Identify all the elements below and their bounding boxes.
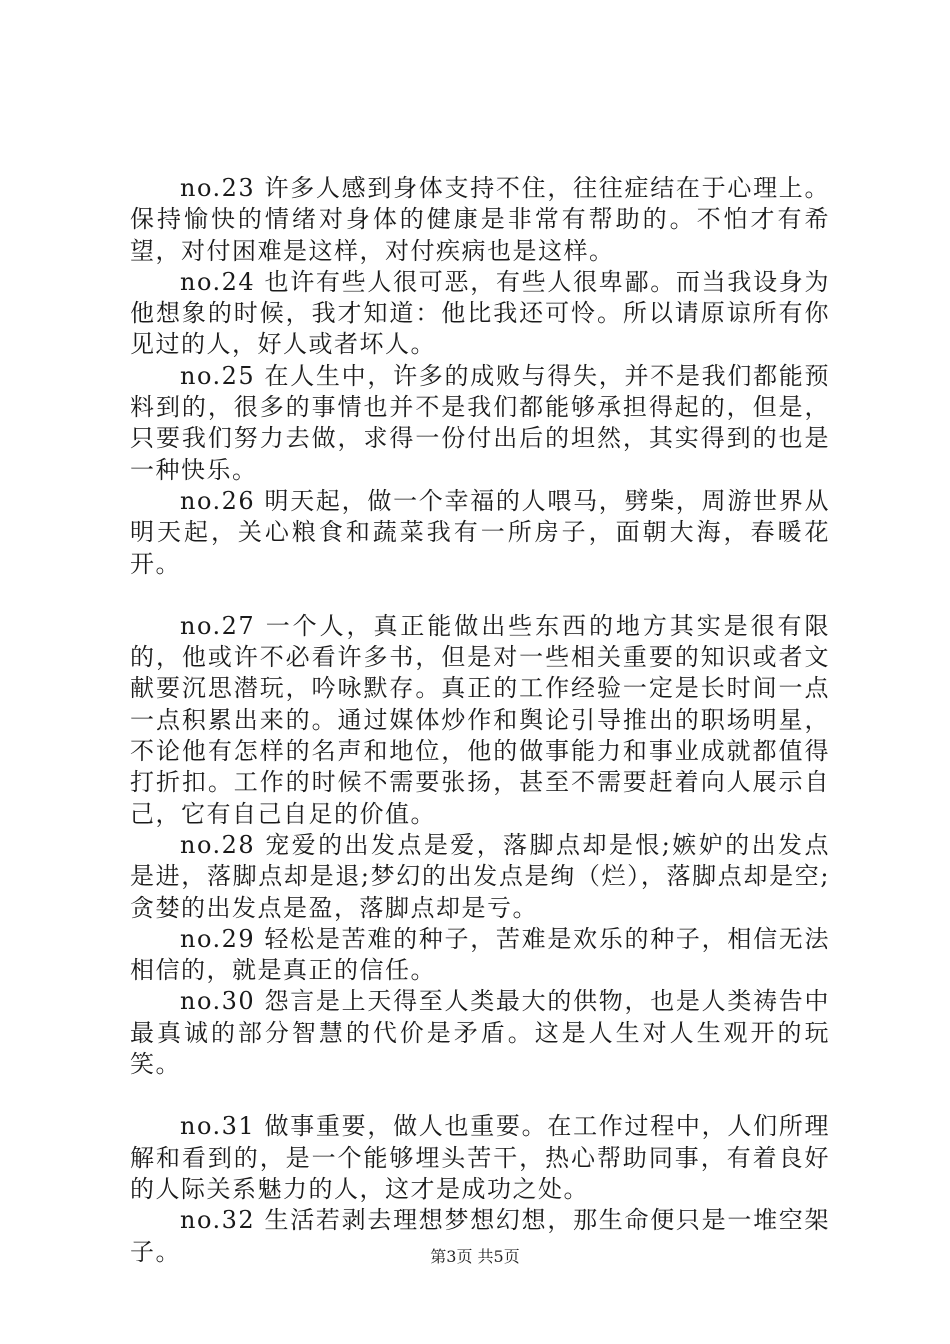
paragraph-32: no.32 生活若剥去理想梦想幻想，那生命便只是一堆空架子。	[130, 1206, 830, 1266]
paragraph-26: no.26 明天起，做一个幸福的人喂马，劈柴，周游世界从明天起，关心粮食和蔬菜我有一所房子，面朝大海，春暖花开。	[130, 486, 830, 578]
paragraph-27: no.27 一个人，真正能做出些东西的地方其实是很有限的，他或许不必看许多书，但是对一些相关重要的知识或者文献要沉思潜玩，吟咏默存。真正的工作经验一定是长时间一点一点积累出来的。通过媒体炒作和舆论引导推出的职场明星，不论他有怎样的名声和地位，他的做事能力和事业成就都值得打折扣。工作的时候不需要张扬，甚至不需要赶着向人展示自己，它有自己自足的价值。	[130, 611, 830, 828]
paragraph-24: no.24 也许有些人很可恶，有些人很卑鄙。而当我设身为他想象的时候，我才知道：他比我还可怜。所以请原谅所有你见过的人，好人或者坏人。	[130, 267, 830, 359]
paragraph-29: no.29 轻松是苦难的种子，苦难是欢乐的种子，相信无法相信的，就是真正的信任。	[130, 924, 830, 985]
paragraph-23: no.23 许多人感到身体支持不住，往往症结在于心理上。保持愉快的情绪对身体的健康是非常有帮助的。不怕才有希望，对付困难是这样，对付疾病也是这样。	[130, 174, 830, 265]
paragraph-30: no.30 怨言是上天得至人类最大的供物，也是人类祷告中最真诚的部分智慧的代价是矛盾。这是人生对人生观开的玩笑。	[130, 987, 830, 1079]
paragraph-25: no.25 在人生中，许多的成败与得失，并不是我们都能预料到的，很多的事情也并不是我们都能够承担得起的，但是，只要我们努力去做，求得一份付出后的坦然，其实得到的也是一种快乐。	[130, 361, 830, 484]
document-body	[130, 173, 830, 1268]
paragraph-28: no.28 宠爱的出发点是爱，落脚点却是恨;嫉妒的出发点是进，落脚点却是退;梦幻的出发点是绚（烂），落脚点却是空;贪婪的出发点是盈，落脚点却是亏。	[130, 830, 830, 922]
paragraph-31: no.31 做事重要，做人也重要。在工作过程中，人们所理解和看到的，是一个能够埋头苦干，热心帮助同事，有着良好的人际关系魅力的人，这才是成功之处。	[130, 1112, 830, 1203]
page-number-footer: 第3页 共5页	[430, 1247, 520, 1266]
